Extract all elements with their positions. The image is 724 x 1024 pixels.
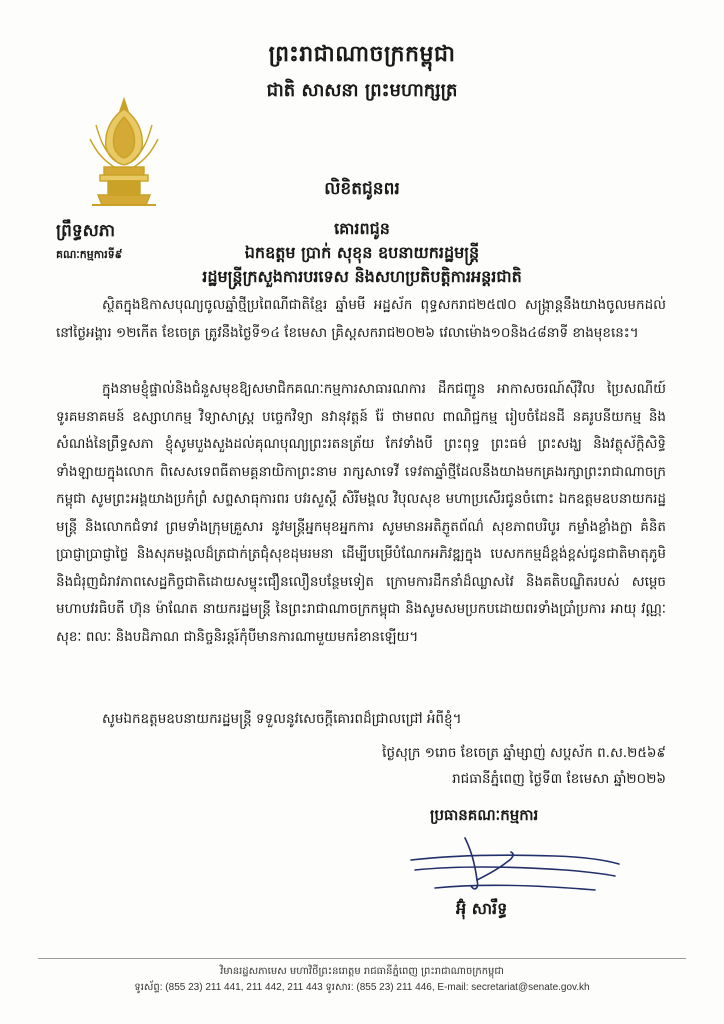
institution-name: ព្រឹទ្ធសភា	[56, 221, 116, 241]
footer-divider	[38, 958, 686, 959]
closing-paragraph: សូមឯកឧត្តមឧបនាយករដ្ឋមន្ត្រី ទទួលនូវសេចក្តីគោរពដ៏ជ្រាលជ្រៅ អំពីខ្ញុំ។	[102, 711, 462, 727]
handwritten-signature	[405, 830, 625, 905]
lunar-date: ថ្ងៃសុក្រ ១រោច ខែចេត្រ ឆ្នាំម្សាញ់ សប្តស័ក ព.ស.២៥៦៩	[382, 745, 666, 761]
national-motto: ជាតិ សាសនា ព្រះមហាក្សត្រ	[266, 80, 458, 101]
body-paragraph-1: ស្ថិតក្នុងឱកាសបុណ្យចូលឆ្នាំថ្មីប្រពៃណីជាតិខ្មែរ ឆ្នាំមមី អដ្ឋស័ក ពុទ្ធសករាជ២៥៧០ សង្ក្រាន្តនឹងយាងចូលមកដល់នៅថ្ងៃអង្គារ ១២កើត ខែចេត្រ ត្រូវនឹងថ្ងៃទី១៤ ខែមេសា គ្រិស្តសករាជ២០២៦ វេលាម៉ោង១០និង៤៨នាទី ខាងមុខនេះ។	[56, 297, 666, 341]
recipient-line-1: ឯកឧត្តម ប្រាក់ សុខុន ឧបនាយករដ្ឋមន្ត្រី	[244, 243, 480, 262]
recipient-line-2: រដ្ឋមន្ត្រីក្រសួងការបរទេស និងសហប្រតិបត្តិការអន្តរជាតិ	[202, 267, 522, 286]
footer-contacts: ទូរស័ព្ទ: (855 23) 211 441, 211 442, 211 443 ទូរសារ: (855 23) 211 446, E-mail: secretariat@senate.gov.kh	[134, 982, 590, 993]
solar-date: រាជធានីភ្នំពេញ ថ្ងៃទី៣ ខែមេសា ឆ្នាំ២០២៦	[452, 771, 666, 787]
letter-title: លិខិតជូនពរ	[324, 179, 400, 199]
body-paragraph-2: ក្នុងនាមខ្ញុំផ្ទាល់និងជំនួសមុខឱ្យសមាជិកគណៈកម្មការសាធារណការ ដឹកជញ្ជូន អាកាសចរណ៍ស៊ីវិល ប្រៃសណីយ៍ ទូរគមនាគមន៍ ឧស្សាហកម្ម វិទ្យាសាស្ត្រ បច្ចេកវិទ្យា នវានុវត្តន៍ រ៉ែ ថាមពល ពាណិជ្ជកម្ម រៀបចំដែនដី នគរូបនីយកម្ម និងសំណង់នៃព្រឹទ្ធសភា ខ្ញុំសូមបួងសួងដល់គុណបុណ្យព្រះរតនត្រ័យ កែវទាំងបី ព្រះពុទ្ធ ព្រះធម៌ ព្រះសង្ឃ និងវត្ថុស័ក្តិសិទ្ធិទាំងឡាយក្នុងលោក ពិសេសទេពធីតាមគ្គនាយិកាព្រះនាម រាក្សសាទេវី ទេវតាឆ្នាំថ្មីដែលនឹងយាងមកគ្រងរក្សាព្រះរាជាណាចក្រកម្ពុជា សូមព្រះអង្គយាងប្រកំព្រំ សព្ទសាធុការពរ បវរសួស្តី សិរីមង្គល វិបុលសុខ មហាប្រសើរជូនចំពោះ ឯកឧត្តមឧបនាយករដ្ឋមន្ត្រី និងលោកជំទាវ ព្រមទាំងក្រុមគ្រួសារ នូវមន្ត្រីអ្នកមុខអ្នកការ សូមមានអតិភ្ញូតព័ណ៌ សុខភាពបរិបូរ កម្លាំងខ្លាំងក្លា គំនិតប្រាជ្ញាប្រាជ្ញាថ្លៃ និងសុភមង្គលដ៏ត្រជាក់ត្រជុំសុខដុមរមនា ដើម្បីបម្រើបំណែកអភិវឌ្ឍក្នុង បេសកកម្មដ៏ខ្ពង់ខ្ពស់ជូនជាតិមាតុភូមិ និងជំរុញជំរាវភាពសេដ្ឋកិច្ចជាតិដោយសម្ទុះជឿនលឿនបន្ថែមទៀត ក្រោមការដឹកនាំដ៏ឈ្លាសវៃ និងគតិបណ្ឌិតរបស់ សម្តេចមហាបវរធិបតី ហ៊ុន ម៉ាណែត នាយករដ្ឋមន្ត្រី នៃព្រះរាជាណាចក្រកម្ពុជា និងសូមសមប្រកបដោយពរទាំងប្រាំប្រការ អាយុ វណ្ណៈ សុខៈ ពលៈ និងបដិភាណ ជានិច្ចនិរន្តរ៍កុំបីមានការណាមួយមករំខានឡើយ។	[56, 381, 666, 645]
salutation: គោរពជូន	[334, 219, 390, 238]
footer-address: វិមានរដ្ឋសភាមេស មហាវិថីព្រះនរោត្តម រាជធានីភ្នំពេញ ព្រះរាជាណាចក្រកម្ពុជា	[220, 966, 504, 977]
signer-name: អ៊ុំ សារឹទ្ធ	[456, 899, 508, 918]
kingdom-heading: ព្រះរាជាណាចក្រកម្ពុជា	[268, 41, 456, 67]
signer-title: ប្រធានគណៈកម្មការ	[430, 806, 539, 824]
committee-name: គណៈកម្មការទី៩	[56, 248, 123, 261]
